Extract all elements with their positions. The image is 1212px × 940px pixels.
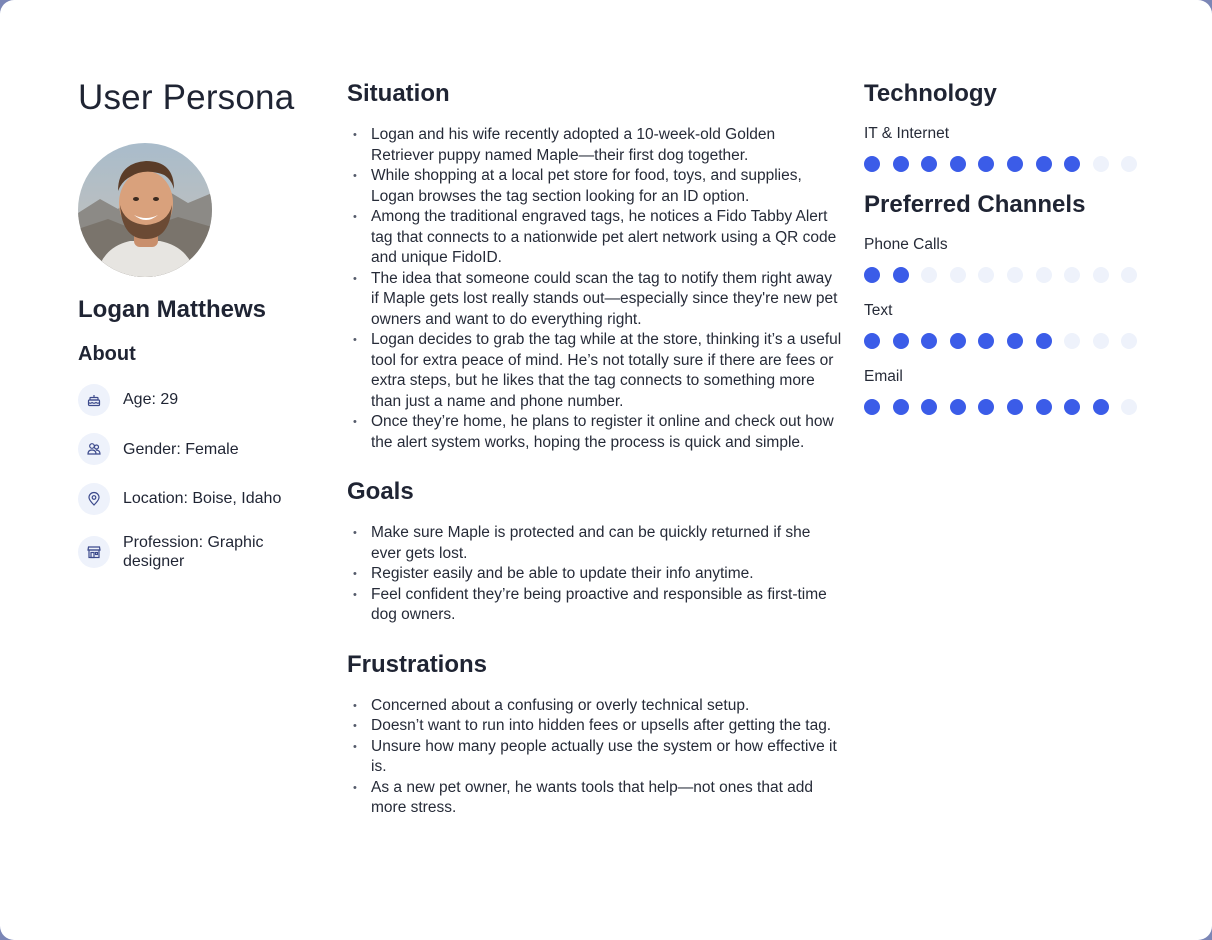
- rating-dot-filled: [893, 333, 909, 349]
- rating-dot-filled: [864, 267, 880, 283]
- rating-dot-empty: [1036, 267, 1052, 283]
- rating-dot-empty: [1121, 333, 1137, 349]
- rating-dot-filled: [978, 156, 994, 172]
- goals-list: [347, 523, 842, 626]
- rating-text: [864, 301, 1154, 349]
- rating-email: [864, 367, 1154, 415]
- rating-dots: [864, 399, 1154, 415]
- rating-dot-filled: [1064, 399, 1080, 415]
- situation-section: [347, 80, 842, 453]
- rating-dot-filled: [921, 399, 937, 415]
- about-profession-text: Profession: Graphic designer: [123, 533, 264, 570]
- rating-dot-filled: [1007, 333, 1023, 349]
- ratings-column: [864, 80, 1154, 415]
- rating-dot-filled: [921, 333, 937, 349]
- rating-dot-filled: [978, 333, 994, 349]
- rating-dot-empty: [950, 267, 966, 283]
- rating-dot-filled: [1036, 333, 1052, 349]
- technology-heading: Technology: [864, 80, 997, 107]
- rating-dot-filled: [1093, 399, 1109, 415]
- rating-dot-filled: [1064, 156, 1080, 172]
- rating-dot-empty: [1121, 267, 1137, 283]
- goals-section: [347, 478, 842, 626]
- situation-item: • Logan decides to grab the tag while at the store, thinking it’s a useful tool for extra peace of mind. He’s not totally sure if there are fees or extra steps, but he likes that the tag connects to something more than just a name and phone number.: [347, 330, 842, 412]
- frustrations-heading: Frustrations: [347, 650, 488, 678]
- cake-icon: [78, 384, 110, 416]
- storefront-icon: [78, 536, 110, 568]
- frustrations-item: • Unsure how many people actually use the system or how effective it is.: [347, 737, 842, 778]
- rating-dot-filled: [893, 156, 909, 172]
- rating-dots: [864, 333, 1154, 349]
- about-item-gender: [78, 433, 318, 466]
- about-list: [78, 383, 318, 572]
- rating-it-internet: [864, 124, 1154, 172]
- rating-dot-empty: [1121, 156, 1137, 172]
- goals-item: • Feel confident they’re being proactive and responsible as first-time dog owners.: [347, 585, 842, 626]
- situation-item: • Logan and his wife recently adopted a 10-week-old Golden Retriever puppy named Maple—their first dog together.: [347, 125, 842, 166]
- about-item-location: [78, 482, 318, 515]
- location-pin-icon: [78, 483, 110, 515]
- goals-item: • Make sure Maple is protected and can be quickly returned if she ever gets lost.: [347, 523, 842, 564]
- rating-dot-filled: [1036, 156, 1052, 172]
- rating-dot-filled: [864, 399, 880, 415]
- goals-heading: Goals: [347, 478, 414, 505]
- rating-dot-empty: [921, 267, 937, 283]
- rating-phone-calls: [864, 235, 1154, 283]
- rating-dot-empty: [978, 267, 994, 283]
- frustrations-list: [347, 696, 842, 819]
- situation-item: • The idea that someone could scan the tag to notify them right away if Maple gets lost really stands out—especially since they're new pet owners and want to do everything right.: [347, 269, 842, 331]
- rating-dot-filled: [864, 156, 880, 172]
- persona-name: Logan Matthews: [78, 296, 267, 323]
- frustrations-item: • Concerned about a confusing or overly technical setup.: [347, 696, 842, 717]
- rating-dot-empty: [1121, 399, 1137, 415]
- rating-dot-empty: [1093, 267, 1109, 283]
- goals-item: • Register easily and be able to update their info anytime.: [347, 564, 842, 585]
- rating-dot-filled: [921, 156, 937, 172]
- avatar-photo: [78, 143, 212, 277]
- rating-dot-filled: [950, 399, 966, 415]
- rating-dot-filled: [978, 399, 994, 415]
- about-heading: About: [78, 343, 136, 365]
- situation-item: • While shopping at a local pet store for food, toys, and supplies, Logan browses the tag section looking for an ID option.: [347, 166, 842, 207]
- frustrations-section: [347, 651, 842, 819]
- situation-list: [347, 125, 842, 453]
- rating-dot-filled: [1007, 156, 1023, 172]
- rating-dot-empty: [1093, 333, 1109, 349]
- about-age-text: Age: 29: [123, 391, 179, 408]
- rating-dot-filled: [1007, 399, 1023, 415]
- frustrations-item: • Doesn’t want to run into hidden fees or upsells after getting the tag.: [347, 716, 842, 737]
- rating-dots: [864, 156, 1154, 172]
- profile-column: [78, 78, 318, 588]
- rating-dot-filled: [893, 399, 909, 415]
- rating-dot-filled: [864, 333, 880, 349]
- rating-label: Phone Calls: [864, 236, 948, 253]
- rating-dot-empty: [1064, 267, 1080, 283]
- rating-dot-filled: [950, 333, 966, 349]
- about-gender-text: Gender: Female: [123, 440, 239, 458]
- rating-dot-filled: [893, 267, 909, 283]
- rating-label: IT & Internet: [864, 125, 950, 142]
- rating-dots: [864, 267, 1154, 283]
- rating-dot-empty: [1007, 267, 1023, 283]
- rating-label: Text: [864, 302, 893, 319]
- rating-label: Email: [864, 368, 903, 385]
- rating-dot-empty: [1093, 156, 1109, 172]
- frustrations-item: • As a new pet owner, he wants tools that help—not ones that add more stress.: [347, 778, 842, 819]
- channels-heading: Preferred Channels: [864, 191, 1086, 218]
- situation-item: • Once they’re home, he plans to register it online and check out how the alert system works, hoping the process is quick and simple.: [347, 412, 842, 453]
- rating-dot-empty: [1064, 333, 1080, 349]
- about-item-profession: [78, 532, 318, 572]
- page-title: User Persona: [78, 78, 295, 117]
- about-location-text: Location: Boise, Idaho: [123, 490, 282, 507]
- rating-dot-filled: [950, 156, 966, 172]
- situation-item: • Among the traditional engraved tags, he notices a Fido Tabby Alert tag that connects to a nationwide pet alert network using a QR code and unique FidoID.: [347, 207, 842, 269]
- about-item-age: [78, 383, 318, 416]
- avatar: [78, 143, 212, 277]
- situation-heading: Situation: [347, 80, 450, 107]
- narrative-column: [347, 80, 842, 819]
- people-icon: [78, 433, 110, 465]
- rating-dot-filled: [1036, 399, 1052, 415]
